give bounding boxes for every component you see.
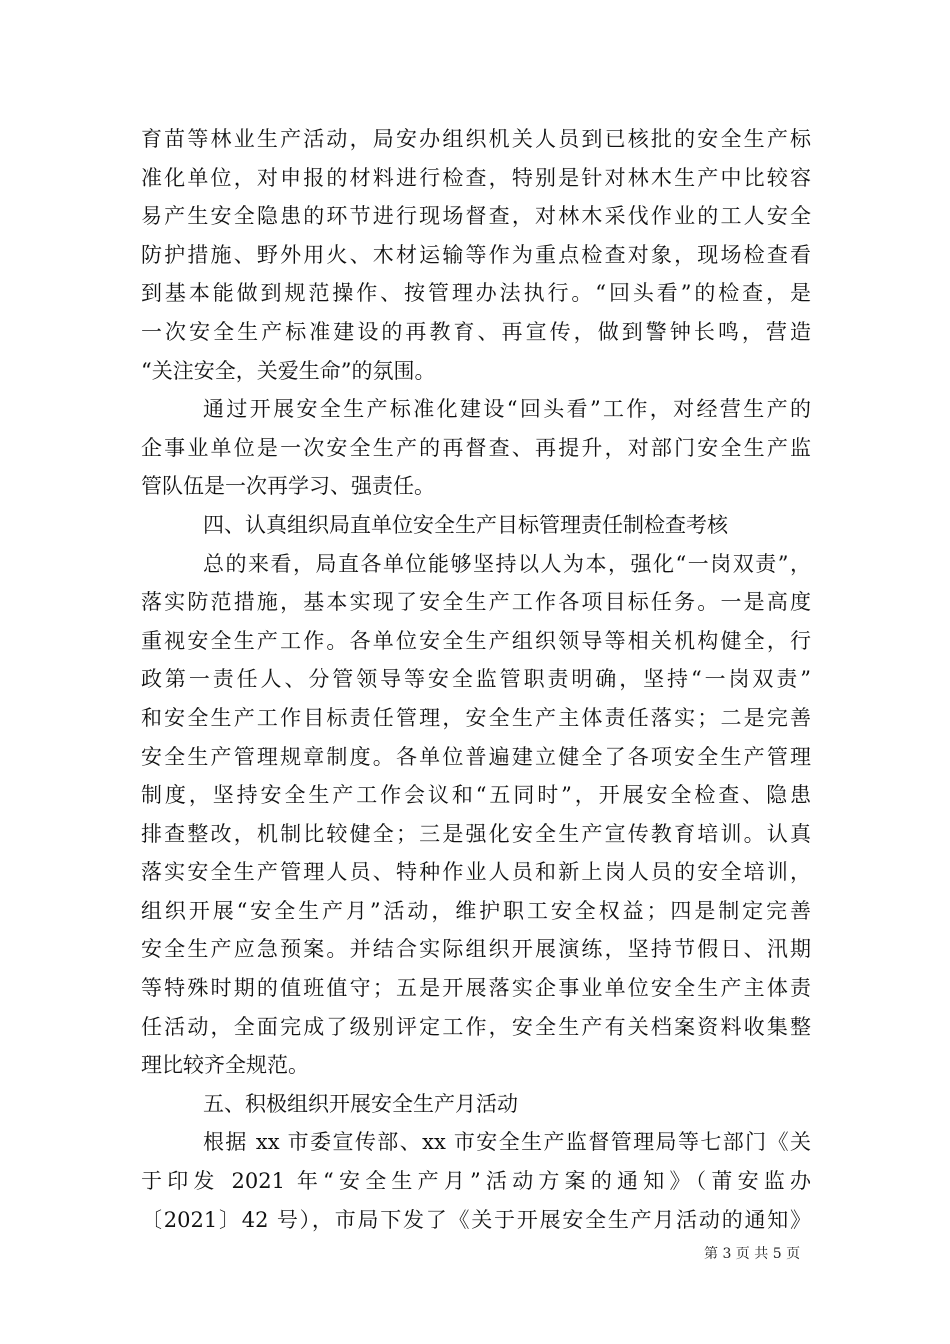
text-line: 和安全生产工作目标责任管理，安全生产主体责任落实；二是完善 (141, 705, 811, 730)
page-footer: 第 3 页 共 5 页 (704, 1246, 801, 1262)
text-line: 四、认真组织局直单位安全生产目标管理责任制检查考核 (203, 512, 728, 537)
text-line: 到基本能做到规范操作、按管理办法执行。“回头看”的检查，是 (141, 281, 811, 306)
text-line: 组织开展“安全生产月”活动，维护职工安全权益；四是制定完善 (141, 898, 811, 923)
text-line: 育苗等林业生产活动，局安办组织机关人员到已核批的安全生产标 (141, 127, 811, 151)
text-line: 制度，坚持安全生产工作会议和“五同时”，开展安全检查、隐患 (141, 783, 811, 808)
text-line: 一次安全生产标准建设的再教育、再宣传，做到警钟长鸣，营造 (141, 319, 811, 344)
text-line: “关注安全，关爱生命”的氛围。 (141, 358, 436, 383)
text-line: 落实安全生产管理人员、特种作业人员和新上岗人员的安全培训， (141, 860, 811, 885)
text-line: 易产生安全隐患的环节进行现场督查，对林木采伐作业的工人安全 (141, 204, 811, 229)
text-line: 重视安全生产工作。各单位安全生产组织领导等相关机构健全，行 (141, 628, 811, 653)
text-line: 企事业单位是一次安全生产的再督查、再提升，对部门安全生产监 (141, 435, 811, 460)
text-line: 政第一责任人、分管领导等安全监管职责明确，坚持“一岗双责” (141, 667, 811, 692)
text-line: 安全生产应急预案。并结合实际组织开展演练，坚持节假日、汛期 (141, 937, 811, 962)
text-line: 总的来看，局直各单位能够坚持以人为本，强化“一岗双责”， (203, 551, 811, 576)
text-line: 排查整改，机制比较健全；三是强化安全生产宣传教育培训。认真 (141, 821, 811, 846)
text-line: 于印发 2021 年“安全生产月”活动方案的通知》（莆安监办 (141, 1169, 811, 1194)
text-line: 五、积极组织开展安全生产月活动 (203, 1091, 518, 1116)
text-line: 理比较齐全规范。 (141, 1053, 309, 1078)
text-line: 安全生产管理规章制度。各单位普遍建立健全了各项安全生产管理 (141, 744, 811, 769)
text-line: 管队伍是一次再学习、强责任。 (141, 474, 435, 499)
text-line: 通过开展安全生产标准化建设“回头看”工作，对经营生产的 (203, 397, 811, 422)
text-line: 落实防范措施，基本实现了安全生产工作各项目标任务。一是高度 (141, 590, 811, 615)
text-line: 等特殊时期的值班值守；五是开展落实企事业单位安全生产主体责 (141, 976, 811, 1001)
text-line: 根据 xx 市委宣传部、xx 市安全生产监督管理局等七部门《关 (203, 1130, 811, 1155)
text-line: 〔2021〕42 号），市局下发了《关于开展安全生产月活动的通知》 (141, 1207, 811, 1232)
text-line: 准化单位，对申报的材料进行检查，特别是针对林木生产中比较容 (141, 165, 811, 190)
document-body (141, 120, 811, 1239)
text-line: 防护措施、野外用火、木材运输等作为重点检查对象，现场检查看 (141, 242, 811, 267)
text-line: 任活动，全面完成了级别评定工作，安全生产有关档案资料收集整 (141, 1014, 811, 1039)
